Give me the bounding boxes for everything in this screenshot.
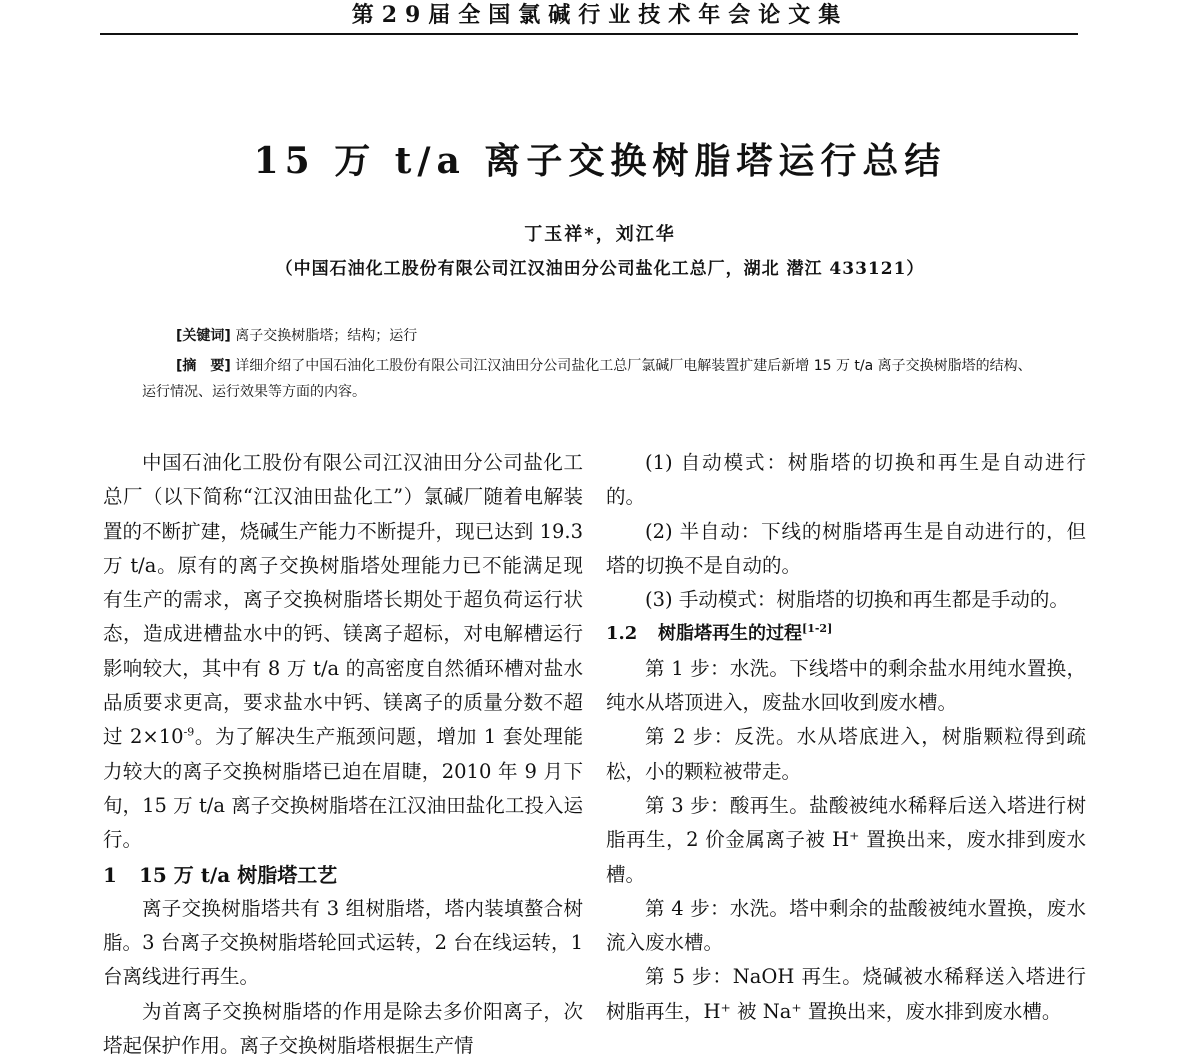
section-title: 15 万 t/a 树脂塔工艺: [139, 862, 338, 887]
intro-paragraph: [103, 446, 583, 858]
body-paragraph: 为首离子交换树脂塔的作用是除去多价阳离子，次塔起保护作用。离子交换树脂塔根据生产情: [103, 999, 583, 1058]
body-paragraph: 离子交换树脂塔共有 3 组树脂塔，塔内装填螯合树脂。3 台离子交换树脂塔轮回式运转，2 台在线运转，1 台离线进行再生。: [103, 896, 583, 989]
section-title: 树脂塔再生的过程: [658, 623, 802, 645]
abstract-block: [142, 353, 1042, 405]
citation-ref: [1-2]: [802, 622, 833, 636]
mode-item: (2) 半自动：下线的树脂塔再生是自动进行的，但塔的切换不是自动的。: [606, 519, 1086, 577]
intro-text: 中国石油化工股份有限公司江汉油田分公司盐化工总厂（以下简称“江汉油田盐化工”）氯碱厂随着电解装置的不断扩建，烧碱生产能力不断提升，现已达到 19.3 万 t/a。原有的离子交换树脂塔处理能力已不能满足现有生产的需求，离子交换树脂塔长期处于超负荷运行状态，造成进槽盐水中的钙、镁离子超标，对电解槽运行影响较大，其中有 8 万 t/a 的高密度自然循环槽对盐水品质要求更高，要求盐水中钙、镁离子的质量分数不超过 2×10: [103, 451, 583, 749]
paper-affiliation: （中国石油化工股份有限公司江汉油田分公司盐化工总厂，湖北 潜江 433121）: [275, 259, 925, 279]
right-column: [606, 446, 1086, 1029]
step-item: 第 5 步：NaOH 再生。烧碱被水稀释送入塔进行树脂再生，H⁺ 被 Na⁺ 置换出来，废水排到废水槽。: [606, 965, 1086, 1023]
section-1-2-heading: [606, 617, 1086, 651]
step-item: 第 1 步：水洗。下线塔中的剩余盐水用纯水置换，纯水从塔顶进入，废盐水回收到废水槽。: [606, 656, 1086, 715]
section-number: 1: [103, 862, 117, 887]
step-item: 第 4 步：水洗。塔中剩余的盐酸被纯水置换，废水流入废水槽。: [606, 896, 1086, 955]
step-item: 第 3 步：酸再生。盐酸被纯水稀释后送入塔进行树脂再生，2 价金属离子被 H⁺ 置换出来，废水排到废水槽。: [606, 793, 1086, 886]
section-number: 1.2: [606, 623, 638, 645]
running-head: 第29届全国氯碱行业技术年会论文集: [351, 2, 849, 28]
section-1-heading: [103, 858, 583, 892]
keywords-text: 离子交换树脂塔；结构；运行: [230, 328, 418, 344]
keywords-label: [关键词]: [176, 328, 231, 344]
mode-item: (3) 手动模式：树脂塔的切换和再生都是手动的。: [645, 588, 1069, 612]
step-item: 第 2 步：反洗。水从塔底进入，树脂颗粒得到疏松，小的颗粒被带走。: [606, 725, 1086, 783]
left-column: [103, 446, 583, 1063]
abstract-text: 详细介绍了中国石油化工股份有限公司江汉油田分公司盐化工总厂氯碱厂电解装置扩建后新增 15 万 t/a 离子交换树脂塔的结构、运行情况、运行效果等方面的内容。: [142, 358, 1032, 400]
intro-text-tail: 。为了解决生产瓶颈问题，增加 1 套处理能力较大的离子交换树脂塔已迫在眉睫，2010 年 9 月下旬，15 万 t/a 离子交换树脂塔在江汉油田盐化工投入运行。: [103, 725, 583, 852]
abstract-label: [摘 要]: [176, 358, 231, 374]
header-rule-divider: [100, 33, 1078, 35]
mode-item: (1) 自动模式：树脂塔的切换和再生是自动进行的。: [606, 451, 1086, 509]
paper-title: 15 万 t/a 离子交换树脂塔运行总结: [253, 140, 947, 182]
paper-authors: 丁玉祥*，刘江华: [524, 224, 676, 245]
keywords-block: [142, 323, 1042, 349]
intro-superscript: -9: [183, 725, 195, 739]
